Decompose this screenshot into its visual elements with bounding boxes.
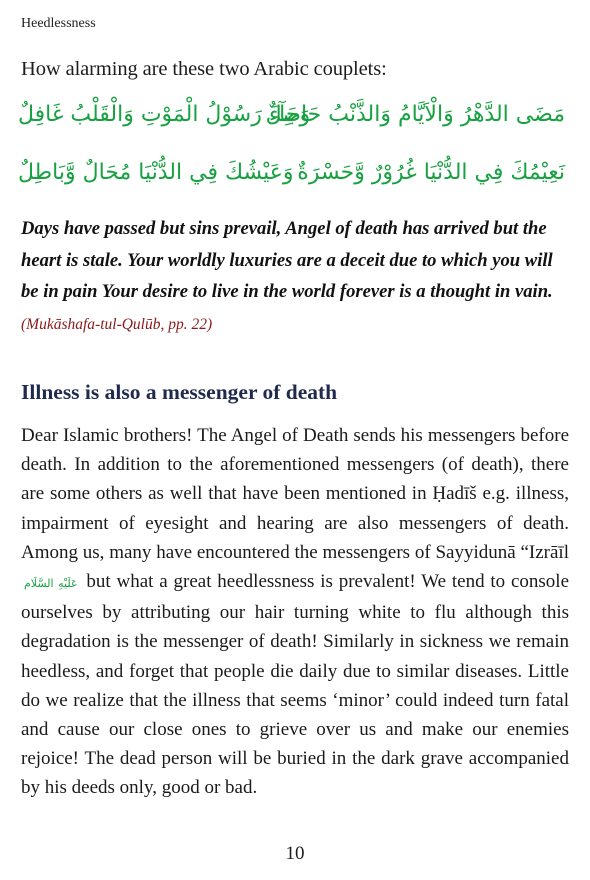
- running-head: Heedlessness: [21, 16, 96, 31]
- couplet-2-first-hemistich: نَعِيْمُكَ فِي الدُّنْيَا غُرُوْرٌ وَّحَسْرَةٌ: [297, 160, 565, 185]
- couplet-1-first-hemistich: مَضَى الدَّهْرُ وَالْاَيَّامُ وَالذَّنْبُ حَاصِلٌ: [265, 102, 565, 127]
- translation-text: Days have passed but sins prevail, Angel of death has arrived but the heart is stale. Your worldly luxuries are a deceit due to which you will be in pain Your desire to live in the world forever is a thought in vain.: [21, 218, 553, 302]
- section-heading: Illness is also a messenger of death: [21, 380, 338, 404]
- body-paragraph: [21, 421, 569, 803]
- couplet-2-second-hemistich: وَعَيْشُكَ فِي الدُّنْيَا مُحَالٌ وَّبَاطِلٌ: [18, 160, 294, 185]
- couplet-translation: [21, 213, 573, 340]
- couplet-1-second-hemistich: وَجَآءَ رَسُوْلُ الْمَوْتِ وَالْقَلْبُ غَافِلٌ: [18, 102, 311, 127]
- intro-line: How alarming are these two Arabic couplets:: [21, 58, 387, 80]
- page-number: 10: [285, 843, 305, 864]
- honorific-phrase: عَلَيْهِ السَّلَام: [24, 577, 78, 591]
- paragraph-part-1: Dear Islamic brothers! The Angel of Death sends his messengers before death. In addition to the aforementioned messengers (of death), there are some others as well that have been mentioned in Ḥadīš e.g. illness, impairment of eyesight and hearing are also messengers of death. Among us, many have encountered the messengers of Sayyidunā “Izrāīl: [21, 425, 569, 563]
- paragraph-part-2: but what a great heedlessness is prevalent! We tend to console ourselves by attributing our hair turning white to flu although this degradation is the messenger of death! Similarly in sickness we remain heedless, and forget that people die daily due to similar diseases. Little do we realize that the illness that seems ‘minor’ could indeed turn fatal and cause our close ones to grieve over us and make our enemies rejoice! The dead person will be buried in the dark grave accompanied by his deeds only, good or bad.: [21, 571, 570, 799]
- citation: (Mukāshafa-tul-Qulūb, pp. 22): [21, 315, 213, 333]
